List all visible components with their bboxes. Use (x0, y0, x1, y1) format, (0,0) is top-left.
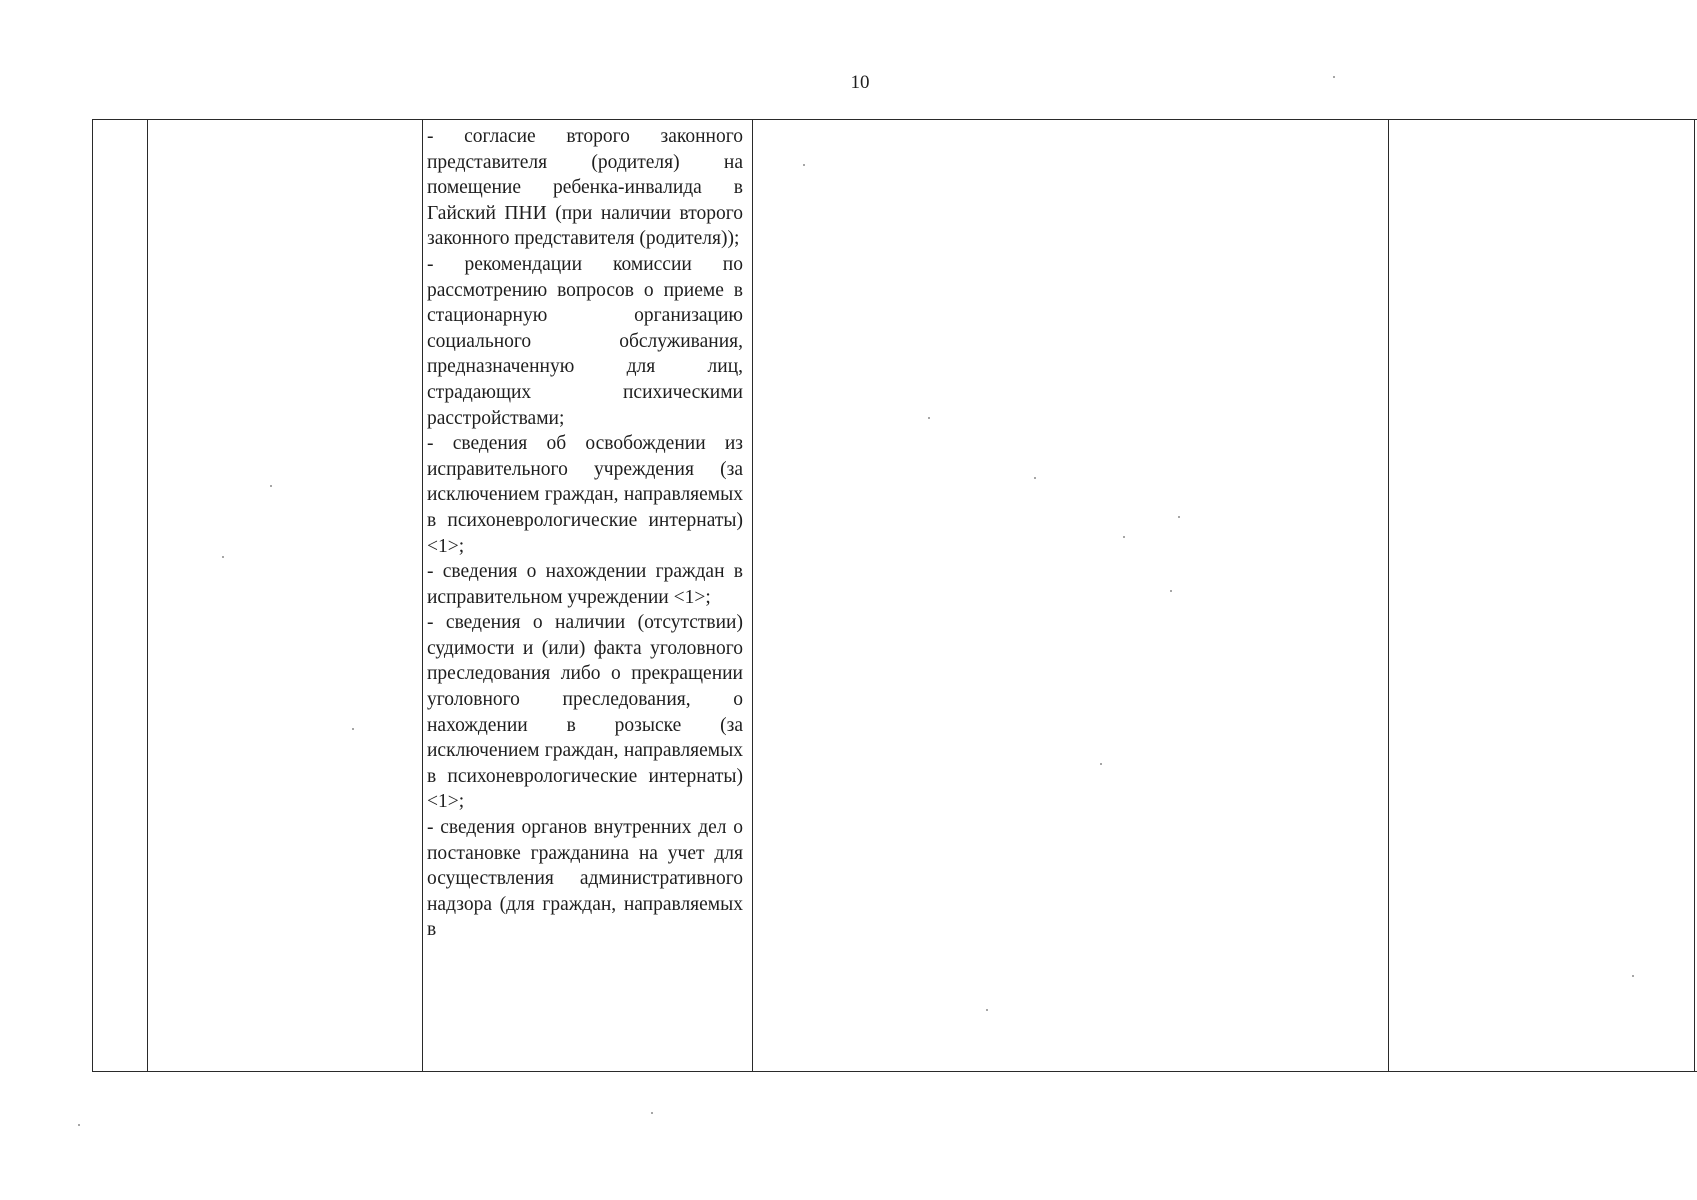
list-item: - сведения органов внутренних дел о постановке гражданина на учет для осуществления административного надзора (для граждан, направляемых в (427, 817, 743, 941)
scan-speck (352, 728, 354, 730)
table-border-left (92, 120, 93, 1071)
table-column-divider (752, 120, 753, 1071)
scan-speck (803, 164, 805, 166)
list-item: - рекомендации комиссии по рассмотрению вопросов о приеме в стационарную организацию социального обслуживания, предназначенную для лиц, страдающих психическими расстройствами; (427, 253, 743, 429)
scan-speck (1178, 516, 1180, 518)
scan-speck (1632, 975, 1634, 977)
list-item: - сведения о нахождении граждан в исправительном учреждении <1>; (427, 561, 743, 608)
scan-speck (986, 1009, 988, 1011)
scan-speck (1034, 477, 1036, 479)
list-item: - сведения об освобождении из исправительного учреждения (за исключением граждан, направляемых в психоневрологические интернаты) <1>; (427, 433, 743, 557)
table-column-divider (147, 120, 148, 1071)
scan-speck (651, 1112, 653, 1114)
scan-speck (1333, 76, 1335, 78)
scan-speck (1100, 763, 1102, 765)
table-cell-documents (427, 124, 743, 943)
list-item: - согласие второго законного представителя (родителя) на помещение ребенка-инвалида в Гайский ПНИ (при наличии второго законного представителя (родителя)); (427, 126, 743, 250)
table-column-divider (422, 120, 423, 1071)
scan-speck (1170, 590, 1172, 592)
scan-speck (78, 1124, 80, 1126)
page-number: 10 (850, 72, 870, 93)
scan-speck (928, 417, 930, 419)
table-border-right (1694, 120, 1695, 1071)
document-table (92, 119, 1697, 1072)
scan-speck (222, 556, 224, 558)
scan-speck (270, 485, 272, 487)
table-column-divider (1388, 120, 1389, 1071)
scan-speck (1123, 536, 1125, 538)
list-item: - сведения о наличии (отсутствии) судимости и (или) факта уголовного преследования либо о прекращении уголовного преследования, о нахождении в розыске (за исключением граждан, направляемых в психоневрологические интернаты) <1>; (427, 612, 743, 813)
